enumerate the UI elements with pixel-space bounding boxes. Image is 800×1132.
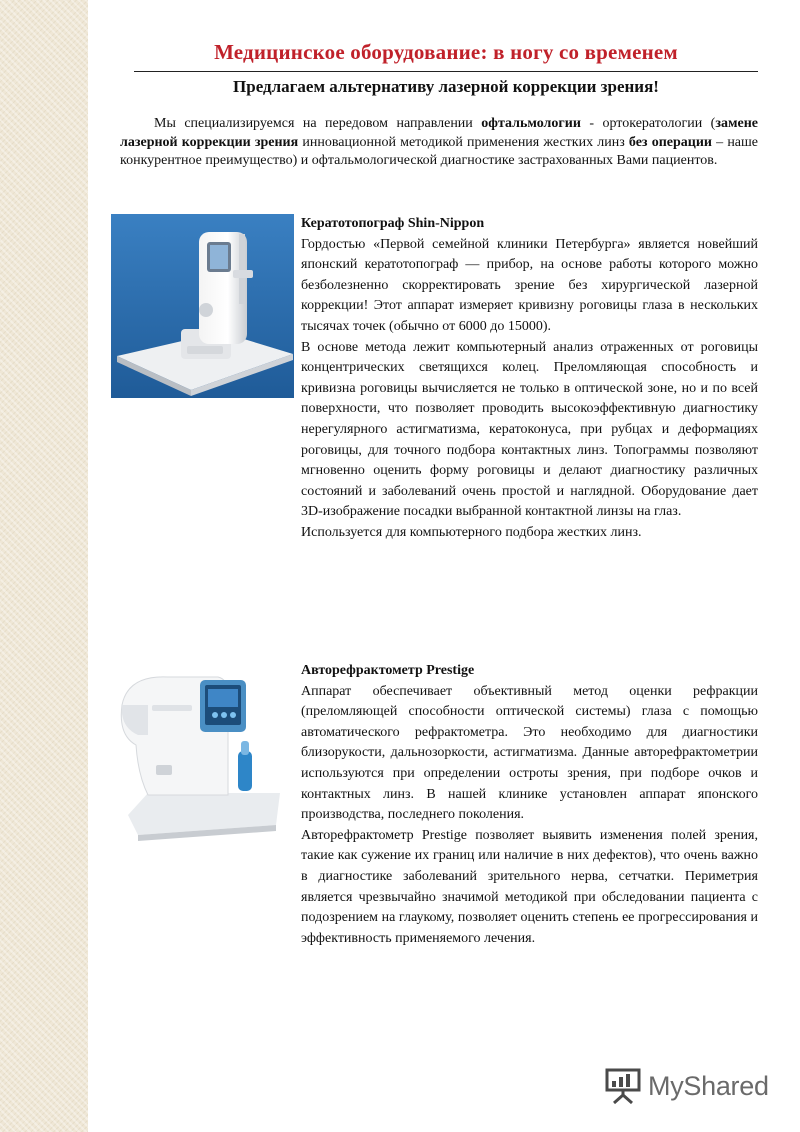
keratotopograph-section — [301, 214, 758, 544]
keratotopograph-photo — [111, 214, 294, 398]
page-title: Медицинское оборудование: в ногу со временем — [214, 40, 678, 64]
intro-bold-3: без операции — [628, 134, 712, 150]
keratotopograph-heading: Кератотопограф Shin-Nippon — [301, 216, 485, 231]
keratotopograph-paragraph-3: Используется для компьютерного подбора жестких линз. — [301, 524, 642, 540]
watermark-text: MyShared — [648, 1070, 769, 1101]
page-subtitle: Предлагаем альтернативу лазерной коррекции зрения! — [233, 77, 659, 96]
autorefractometer-section — [301, 661, 758, 949]
autorefractometer-paragraph-2: Авторефрактометр Prestige позволяет выявить изменения полей зрения, такие как сужение их границ или наличие в них дефектов), что очень важно в диагностике заболеваний зрительного нерва, сетчатки. Периметрия является чрезвычайно значимой методикой при обследовании пациента с подозрением на глаукому, позволяет оценить степень ее прогрессирования и эффективность применяемого лечения. — [301, 827, 758, 946]
autorefractometer-paragraph-1: Аппарат обеспечивает объективный метод оценки рефракции (преломляющей способности оптической системы) глаза с помощью автоматического рефрактометра. Это необходимо для диагностики близорукости, дальнозоркости, астигматизма. Данные авторефрактометрии используются при определении остроты зрения, при подборе очков и контактных линз. В нашей клинике установлен аппарат японского производства, последнего поколения. — [301, 683, 758, 823]
intro-text-1: Мы специализируемся на передовом направлении — [154, 116, 482, 131]
keratotopograph-paragraph-2: В основе метода лежит компьютерный анализ отраженных от роговицы концентрических светящихся колец. Преломляющая способность и кривизна роговицы вычисляется не только в оптической зоне, но и по всей поверхности, что позволяет проводить высокоэффективную диагностику нерегулярного астигматизма, кератоконуса, при рубцах и деформациях роговицы, для точного подбора контактных линз. Топограммы позволяют мгновенно оценить форму роговицы и делают диагностику различных состояний и заболеваний очень простой и наглядной. Оборудование дает 3D-изображение посадки выбранной контактной линзы на глаз. — [301, 339, 758, 520]
keratotopograph-paragraph-1: Гордостью «Первой семейной клиники Петербурга» является новейший японский кератотопограф — прибор, на основе работы которого можно безболезненно скорректировать зрение без хирургической лазерной коррекции! Этот аппарат измеряет кривизну роговицы глаза в нескольких тысячах точек (обычно от 6000 до 15000). — [301, 236, 758, 334]
presentation-board-icon — [604, 1067, 642, 1105]
intro-paragraph — [120, 115, 758, 171]
decorative-sidebar — [0, 0, 88, 1132]
intro-bold-2: замене лазерной коррекции зрения — [120, 116, 758, 150]
intro-text-3: инновационной методикой применения жестких линз — [298, 134, 629, 150]
intro-bold-1: офтальмологии — [481, 116, 581, 131]
title-divider — [134, 71, 758, 72]
watermark-logo — [604, 1064, 769, 1108]
intro-text-2: - ортокератологии ( — [580, 116, 716, 131]
intro-text-4: – наше конкурентное преимущество) и офтальмологической диагностике застрахованных Вами пациентов. — [120, 134, 759, 168]
autorefractometer-photo — [108, 665, 288, 842]
autorefractometer-heading: Авторефрактометр Prestige — [301, 663, 475, 678]
